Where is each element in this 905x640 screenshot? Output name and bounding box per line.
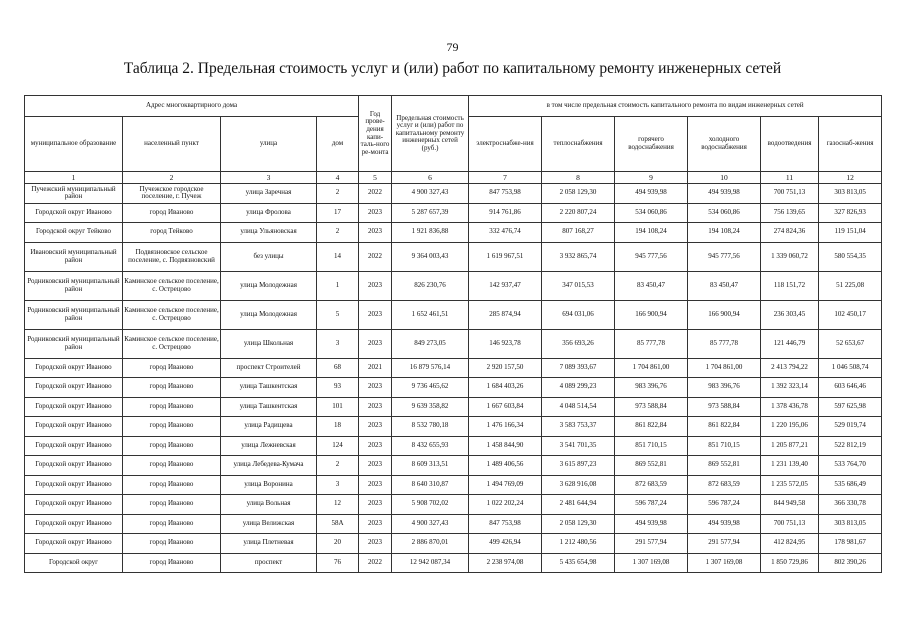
heat-supply-cell: 3 541 701,35 <box>542 436 615 456</box>
locality-cell: Подвязновское сельское поселение, с. Подвязновский <box>123 242 221 271</box>
municipality-cell: Городской округ Иваново <box>25 514 123 534</box>
hot-water-cell: 973 588,84 <box>615 397 688 417</box>
cold-water-cell: 851 710,15 <box>688 436 761 456</box>
street-cell: улица Молодежная <box>221 300 317 329</box>
locality-cell: Каминское сельское поселение, с. Острецово <box>123 271 221 300</box>
municipality-cell: Пучежский муниципальный район <box>25 184 123 204</box>
hot-water-cell: 1 704 861,00 <box>615 358 688 378</box>
table-row <box>25 300 882 329</box>
total-cost-cell: 9 639 358,82 <box>392 397 469 417</box>
power-supply-cell: 1 667 603,84 <box>469 397 542 417</box>
hot-water-cell: 1 307 169,08 <box>615 553 688 573</box>
house-cell: 20 <box>317 534 359 554</box>
gas-supply-cell: 802 390,26 <box>819 553 882 573</box>
sewerage-cell: 700 751,13 <box>761 184 819 204</box>
hot-water-cell: 85 777,78 <box>615 329 688 358</box>
street-cell: улица Молодежная <box>221 271 317 300</box>
cold-water-cell: 194 108,24 <box>688 223 761 243</box>
street-cell: улица Лебедева-Кумача <box>221 456 317 476</box>
year-cell: 2022 <box>359 242 392 271</box>
cold-water-cell: 534 060,86 <box>688 203 761 223</box>
gas-supply-cell: 529 019,74 <box>819 417 882 437</box>
heat-supply-cell: 2 481 644,94 <box>542 495 615 515</box>
table-row <box>25 223 882 243</box>
power-supply-cell: 1 619 967,51 <box>469 242 542 271</box>
municipality-cell: Городской округ Иваново <box>25 358 123 378</box>
locality-cell: город Иваново <box>123 203 221 223</box>
hot-water-cell: 534 060,86 <box>615 203 688 223</box>
total-cost-cell: 849 273,05 <box>392 329 469 358</box>
municipality-cell: Родниковский муниципальный район <box>25 329 123 358</box>
house-cell: 76 <box>317 553 359 573</box>
sewerage-cell: 118 151,72 <box>761 271 819 300</box>
total-cost-cell: 12 942 087,34 <box>392 553 469 573</box>
heat-supply-cell: 3 628 916,08 <box>542 475 615 495</box>
sewerage-cell: 121 446,79 <box>761 329 819 358</box>
cold-water-cell: 861 822,84 <box>688 417 761 437</box>
power-supply-cell: 2 920 157,50 <box>469 358 542 378</box>
locality-header: населенный пункт <box>123 117 221 172</box>
sewerage-cell: 1 392 323,14 <box>761 378 819 398</box>
cold-water-cell: 166 900,94 <box>688 300 761 329</box>
house-cell: 58А <box>317 514 359 534</box>
column-number-cell: 12 <box>819 172 882 184</box>
street-cell: улица Школьная <box>221 329 317 358</box>
municipality-cell: Городской округ Иваново <box>25 475 123 495</box>
hot-water-cell: 851 710,15 <box>615 436 688 456</box>
heat-supply-cell: 2 058 129,30 <box>542 514 615 534</box>
locality-cell: город Иваново <box>123 456 221 476</box>
power-supply-cell: 914 761,86 <box>469 203 542 223</box>
power-supply-cell: 499 426,94 <box>469 534 542 554</box>
street-cell: улица Лежневская <box>221 436 317 456</box>
house-cell: 2 <box>317 223 359 243</box>
street-cell: улица Велижская <box>221 514 317 534</box>
sewerage-header: водоотведения <box>761 117 819 172</box>
sewerage-cell: 1 339 060,72 <box>761 242 819 271</box>
cold-water-cell: 973 588,84 <box>688 397 761 417</box>
year-cell: 2023 <box>359 329 392 358</box>
street-cell: улица Заречная <box>221 184 317 204</box>
total-cost-cell: 4 900 327,43 <box>392 184 469 204</box>
year-cell: 2023 <box>359 475 392 495</box>
cold-water-cell: 85 777,78 <box>688 329 761 358</box>
gas-supply-cell: 366 330,78 <box>819 495 882 515</box>
gas-supply-cell: 533 764,70 <box>819 456 882 476</box>
house-cell: 2 <box>317 184 359 204</box>
gas-supply-cell: 327 826,93 <box>819 203 882 223</box>
house-cell: 17 <box>317 203 359 223</box>
municipality-cell: Городской округ Иваново <box>25 397 123 417</box>
house-cell: 18 <box>317 417 359 437</box>
year-cell: 2021 <box>359 358 392 378</box>
table-row <box>25 378 882 398</box>
locality-cell: город Иваново <box>123 436 221 456</box>
heat-supply-cell: 807 168,27 <box>542 223 615 243</box>
house-cell: 3 <box>317 329 359 358</box>
column-number-cell: 3 <box>221 172 317 184</box>
heat-supply-cell: 1 212 480,56 <box>542 534 615 554</box>
sewerage-cell: 274 824,36 <box>761 223 819 243</box>
gas-supply-cell: 178 981,67 <box>819 534 882 554</box>
municipality-cell: Родниковский муниципальный район <box>25 271 123 300</box>
cold-water-cell: 983 396,76 <box>688 378 761 398</box>
sewerage-cell: 1 220 195,06 <box>761 417 819 437</box>
house-cell: 14 <box>317 242 359 271</box>
table-row <box>25 534 882 554</box>
locality-cell: город Иваново <box>123 534 221 554</box>
table-row <box>25 456 882 476</box>
heat-supply-cell: 694 031,06 <box>542 300 615 329</box>
column-number-row <box>25 172 882 184</box>
total-cost-header: Предельная стоимость услуг и (или) работ по капитальному ремонту инженерных сетей (руб.) <box>392 96 469 172</box>
sewerage-cell: 236 303,45 <box>761 300 819 329</box>
sewerage-cell: 1 231 139,40 <box>761 456 819 476</box>
power-supply-cell: 1 458 844,90 <box>469 436 542 456</box>
power-supply-cell: 1 684 403,26 <box>469 378 542 398</box>
table-row <box>25 436 882 456</box>
table-row <box>25 271 882 300</box>
hot-water-cell: 83 450,47 <box>615 271 688 300</box>
year-cell: 2022 <box>359 553 392 573</box>
heat-supply-cell: 7 089 393,67 <box>542 358 615 378</box>
hot-water-cell: 983 396,76 <box>615 378 688 398</box>
street-cell: без улицы <box>221 242 317 271</box>
cold-water-cell: 83 450,47 <box>688 271 761 300</box>
power-supply-cell: 332 476,74 <box>469 223 542 243</box>
sewerage-cell: 1 235 572,05 <box>761 475 819 495</box>
house-cell: 1 <box>317 271 359 300</box>
power-supply-cell: 146 923,78 <box>469 329 542 358</box>
total-cost-cell: 8 640 310,87 <box>392 475 469 495</box>
gas-supply-cell: 580 554,35 <box>819 242 882 271</box>
house-cell: 5 <box>317 300 359 329</box>
heat-supply-header: теплоснабжения <box>542 117 615 172</box>
total-cost-cell: 826 230,76 <box>392 271 469 300</box>
year-header: Год прове-дения капи-таль-ного ре-монта <box>359 96 392 172</box>
power-supply-cell: 1 476 166,34 <box>469 417 542 437</box>
address-group-header: Адрес многоквартирного дома <box>25 96 359 117</box>
year-cell: 2022 <box>359 184 392 204</box>
hot-water-cell: 861 822,84 <box>615 417 688 437</box>
sewerage-cell: 1 850 729,86 <box>761 553 819 573</box>
street-cell: улица Ташкентская <box>221 378 317 398</box>
heat-supply-cell: 4 048 514,54 <box>542 397 615 417</box>
locality-cell: город Иваново <box>123 475 221 495</box>
locality-cell: Каминское сельское поселение, с. Острецово <box>123 300 221 329</box>
cold-water-header: холодного водоснабжения <box>688 117 761 172</box>
heat-supply-cell: 3 583 753,37 <box>542 417 615 437</box>
municipality-cell: Городской округ Иваново <box>25 534 123 554</box>
year-cell: 2023 <box>359 456 392 476</box>
page-number: 79 <box>446 40 459 54</box>
column-number-cell: 6 <box>392 172 469 184</box>
gas-supply-cell: 603 646,46 <box>819 378 882 398</box>
heat-supply-cell: 5 435 654,98 <box>542 553 615 573</box>
total-cost-cell: 2 886 870,01 <box>392 534 469 554</box>
year-cell: 2023 <box>359 203 392 223</box>
year-cell: 2023 <box>359 534 392 554</box>
column-number-cell: 1 <box>25 172 123 184</box>
table-row <box>25 475 882 495</box>
municipality-cell: Городской округ <box>25 553 123 573</box>
gas-supply-header: газоснаб-жения <box>819 117 882 172</box>
total-cost-cell: 9 364 003,43 <box>392 242 469 271</box>
heat-supply-cell: 347 015,53 <box>542 271 615 300</box>
year-cell: 2023 <box>359 436 392 456</box>
year-cell: 2023 <box>359 378 392 398</box>
cold-water-cell: 596 787,24 <box>688 495 761 515</box>
street-cell: улица Фролова <box>221 203 317 223</box>
municipality-cell: Родниковский муниципальный район <box>25 300 123 329</box>
table-row <box>25 203 882 223</box>
heat-supply-cell: 356 693,26 <box>542 329 615 358</box>
locality-cell: город Иваново <box>123 514 221 534</box>
year-cell: 2023 <box>359 397 392 417</box>
heat-supply-cell: 2 058 129,30 <box>542 184 615 204</box>
table-row <box>25 397 882 417</box>
total-cost-cell: 8 532 780,18 <box>392 417 469 437</box>
street-cell: улица Ташкентская <box>221 397 317 417</box>
street-cell: улица Ульяновская <box>221 223 317 243</box>
locality-cell: город Иваново <box>123 358 221 378</box>
table-row <box>25 417 882 437</box>
street-header: улица <box>221 117 317 172</box>
gas-supply-cell: 303 813,05 <box>819 514 882 534</box>
year-cell: 2023 <box>359 271 392 300</box>
gas-supply-cell: 51 225,08 <box>819 271 882 300</box>
hot-water-cell: 494 939,98 <box>615 184 688 204</box>
house-header: дом <box>317 117 359 172</box>
sewerage-cell: 756 139,65 <box>761 203 819 223</box>
cold-water-cell: 1 704 861,00 <box>688 358 761 378</box>
heat-supply-cell: 4 089 299,23 <box>542 378 615 398</box>
hot-water-cell: 869 552,81 <box>615 456 688 476</box>
municipality-cell: Городской округ Иваново <box>25 378 123 398</box>
locality-cell: город Иваново <box>123 397 221 417</box>
hot-water-cell: 494 939,98 <box>615 514 688 534</box>
table-body <box>25 184 882 573</box>
house-cell: 68 <box>317 358 359 378</box>
municipality-cell: Ивановский муниципальный район <box>25 242 123 271</box>
column-number-cell: 8 <box>542 172 615 184</box>
column-number-cell: 4 <box>317 172 359 184</box>
cold-water-cell: 494 939,98 <box>688 184 761 204</box>
power-supply-cell: 847 753,98 <box>469 184 542 204</box>
street-cell: улица Вольная <box>221 495 317 515</box>
table-row <box>25 184 882 204</box>
hot-water-header: горячего водоснабжения <box>615 117 688 172</box>
hot-water-cell: 194 108,24 <box>615 223 688 243</box>
gas-supply-cell: 535 686,49 <box>819 475 882 495</box>
hot-water-cell: 872 683,59 <box>615 475 688 495</box>
municipality-cell: Городской округ Иваново <box>25 203 123 223</box>
table-row <box>25 553 882 573</box>
hot-water-cell: 166 900,94 <box>615 300 688 329</box>
municipality-cell: Городской округ Иваново <box>25 417 123 437</box>
sewerage-cell: 2 413 794,22 <box>761 358 819 378</box>
cold-water-cell: 494 939,98 <box>688 514 761 534</box>
locality-cell: город Иваново <box>123 417 221 437</box>
hot-water-cell: 291 577,94 <box>615 534 688 554</box>
heat-supply-cell: 2 220 807,24 <box>542 203 615 223</box>
total-cost-cell: 8 609 313,51 <box>392 456 469 476</box>
power-supply-cell: 142 937,47 <box>469 271 542 300</box>
cold-water-cell: 869 552,81 <box>688 456 761 476</box>
heat-supply-cell: 3 932 865,74 <box>542 242 615 271</box>
municipality-cell: Городской округ Иваново <box>25 456 123 476</box>
column-number-cell: 5 <box>359 172 392 184</box>
locality-cell: город Иваново <box>123 378 221 398</box>
year-cell: 2023 <box>359 417 392 437</box>
total-cost-cell: 16 879 576,14 <box>392 358 469 378</box>
street-cell: улица Плетневая <box>221 534 317 554</box>
sewerage-cell: 1 205 877,21 <box>761 436 819 456</box>
cold-water-cell: 945 777,56 <box>688 242 761 271</box>
gas-supply-cell: 1 046 508,74 <box>819 358 882 378</box>
column-number-cell: 11 <box>761 172 819 184</box>
street-cell: улица Воронина <box>221 475 317 495</box>
year-cell: 2023 <box>359 514 392 534</box>
sewerage-cell: 844 949,58 <box>761 495 819 515</box>
breakdown-group-header: в том числе предельная стоимость капитального ремонта по видам инженерных сетей <box>469 96 882 117</box>
locality-cell: город Иваново <box>123 495 221 515</box>
heat-supply-cell: 3 615 897,23 <box>542 456 615 476</box>
locality-cell: город Иваново <box>123 553 221 573</box>
house-cell: 101 <box>317 397 359 417</box>
year-cell: 2023 <box>359 300 392 329</box>
table-row <box>25 242 882 271</box>
gas-supply-cell: 52 653,67 <box>819 329 882 358</box>
locality-cell: Пучежское городское поселение, г. Пучеж <box>123 184 221 204</box>
street-cell: проспект Строителей <box>221 358 317 378</box>
street-cell: улица Радищева <box>221 417 317 437</box>
table-row <box>25 495 882 515</box>
hot-water-cell: 945 777,56 <box>615 242 688 271</box>
sewerage-cell: 412 824,95 <box>761 534 819 554</box>
column-number-cell: 2 <box>123 172 221 184</box>
column-number-cell: 10 <box>688 172 761 184</box>
house-cell: 124 <box>317 436 359 456</box>
year-cell: 2023 <box>359 223 392 243</box>
hot-water-cell: 596 787,24 <box>615 495 688 515</box>
power-supply-cell: 847 753,98 <box>469 514 542 534</box>
gas-supply-cell: 522 812,19 <box>819 436 882 456</box>
power-supply-cell: 285 874,94 <box>469 300 542 329</box>
locality-cell: Каминское сельское поселение, с. Острецово <box>123 329 221 358</box>
municipality-header: муниципальное образование <box>25 117 123 172</box>
table-row <box>25 329 882 358</box>
municipality-cell: Городской округ Тейково <box>25 223 123 243</box>
document-title: Таблица 2. Предельная стоимость услуг и (или) работ по капитальному ремонту инженерных сетей <box>123 60 782 77</box>
total-cost-cell: 5 908 702,02 <box>392 495 469 515</box>
total-cost-cell: 8 432 655,93 <box>392 436 469 456</box>
table-row <box>25 514 882 534</box>
total-cost-cell: 5 287 657,39 <box>392 203 469 223</box>
total-cost-cell: 1 652 461,51 <box>392 300 469 329</box>
total-cost-cell: 9 736 465,62 <box>392 378 469 398</box>
gas-supply-cell: 303 813,05 <box>819 184 882 204</box>
power-supply-cell: 1 022 202,24 <box>469 495 542 515</box>
power-supply-cell: 2 238 974,08 <box>469 553 542 573</box>
power-supply-cell: 1 489 406,56 <box>469 456 542 476</box>
column-number-cell: 7 <box>469 172 542 184</box>
year-cell: 2023 <box>359 495 392 515</box>
locality-cell: город Тейково <box>123 223 221 243</box>
power-supply-header: электроснабже-ния <box>469 117 542 172</box>
total-cost-cell: 4 900 327,43 <box>392 514 469 534</box>
house-cell: 3 <box>317 475 359 495</box>
cold-water-cell: 872 683,59 <box>688 475 761 495</box>
total-cost-cell: 1 921 836,88 <box>392 223 469 243</box>
cold-water-cell: 291 577,94 <box>688 534 761 554</box>
municipality-cell: Городской округ Иваново <box>25 495 123 515</box>
house-cell: 93 <box>317 378 359 398</box>
power-supply-cell: 1 494 769,09 <box>469 475 542 495</box>
gas-supply-cell: 119 151,04 <box>819 223 882 243</box>
house-cell: 12 <box>317 495 359 515</box>
house-cell: 2 <box>317 456 359 476</box>
table-row <box>25 358 882 378</box>
sewerage-cell: 700 751,13 <box>761 514 819 534</box>
cold-water-cell: 1 307 169,08 <box>688 553 761 573</box>
column-number-cell: 9 <box>615 172 688 184</box>
repair-cost-table <box>24 95 882 573</box>
sewerage-cell: 1 378 436,78 <box>761 397 819 417</box>
municipality-cell: Городской округ Иваново <box>25 436 123 456</box>
gas-supply-cell: 597 625,98 <box>819 397 882 417</box>
street-cell: проспект <box>221 553 317 573</box>
gas-supply-cell: 102 450,17 <box>819 300 882 329</box>
